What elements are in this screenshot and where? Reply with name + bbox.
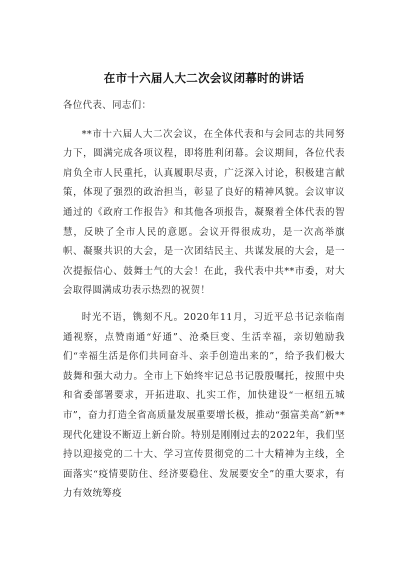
paragraph-2: 时光不语，镌刻不凡。2020年11月，习近平总书记亲临南通视察，点赞南通“好通”、沧桑巨变、生活幸福，亲切勉励我们“幸福生活是你们共同奋斗、亲手创造出来的”，给予我们极大鼓舞和强大动力。全市上下始终牢记总书记殷殷嘱托，按照中央和省委部署要求，开拓进取、扎实工作，加快建设“一枢纽五城市”，奋力打造全省高质量发展重要增长极，推动“强富美高”新**现代化建设不断迈上新台阶。特别是刚刚过去的2022年，我们坚持以迎接党的二十大、学习宣传贯彻党的二十大精神为主线，全面落实“疫情要防住、经济要稳住、发展要安全”的重大要求，有力有效统筹疫 <box>63 311 345 500</box>
paragraph-1: **市十六届人大二次会议，在全体代表和与会同志的共同努力下，圆满完成各项议程，即将胜利闭幕。会议期间，各位代表肩负全市人民重托，认真履职尽责，广泛深入讨论，积极建言献策，体现了强烈的政治担当，彰显了良好的精神风貌。会议审议通过的《政府工作报告》和其他各项报告，凝聚着全体代表的智慧，反映了全市人民的意愿。会议开得很成功，是一次高举旗帜、凝聚共识的大会，是一次团结民主、共谋发展的大会，是一次提振信心、鼓舞士气的大会！在此，我代表中共**市委，对大会取得圆满成功表示热烈的祝贺！ <box>63 128 345 297</box>
document-body <box>63 96 345 511</box>
salutation: 各位代表、同志们： <box>63 100 152 111</box>
document-title: 在市十六届人大二次会议闭幕时的讲话 <box>103 71 305 85</box>
